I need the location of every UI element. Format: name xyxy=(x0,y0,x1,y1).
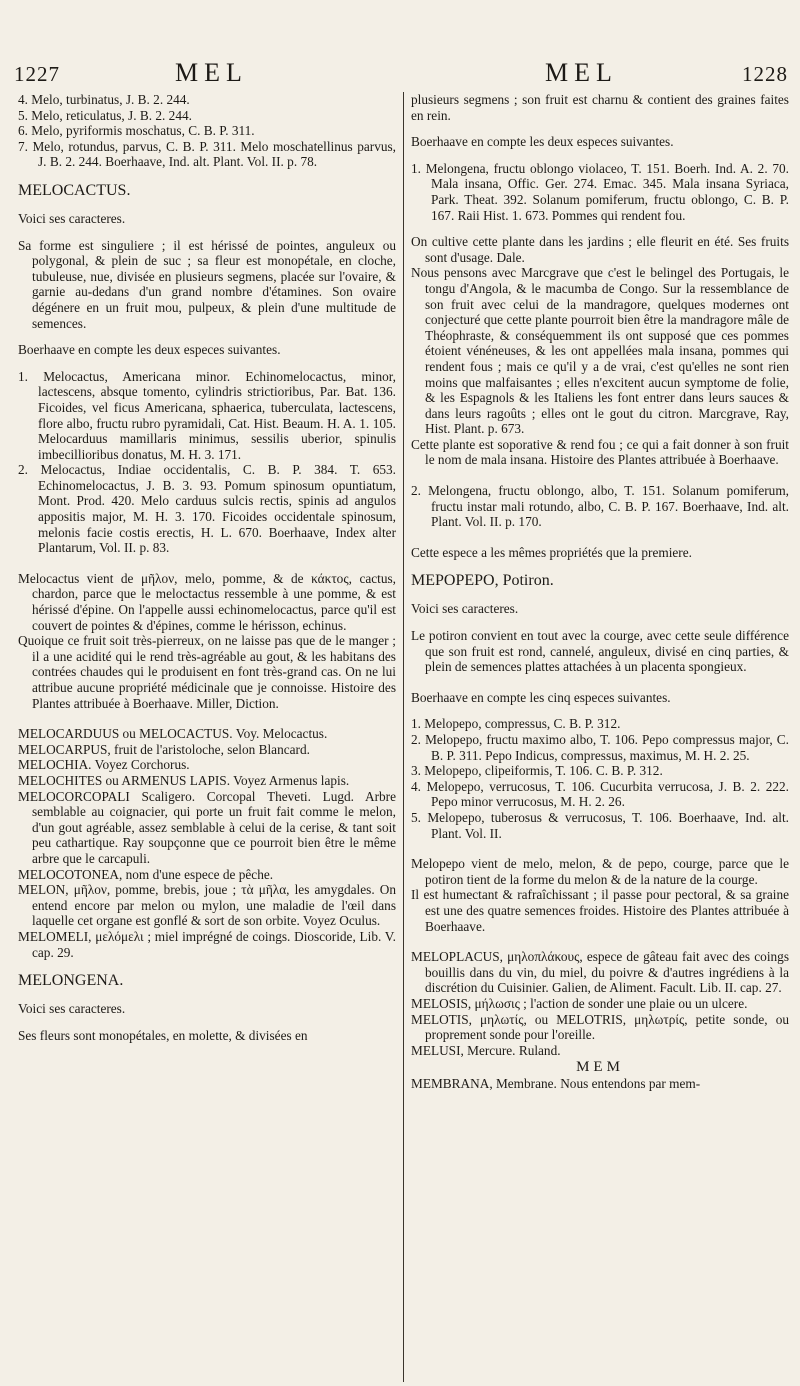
spacer xyxy=(18,200,396,211)
text-paragraph: 4. Melo, turbinatus, J. B. 2. 244. xyxy=(18,92,190,107)
spacer xyxy=(18,331,396,342)
text-paragraph: 3. Melopepo, clipeiformis, T. 106. C. B. P. 312. xyxy=(411,763,663,779)
text-paragraph: MELON, μῆλον, pomme, brebis, joue ; τὰ μῆλα, les amygdales. On entend encore par melon ou mylon, une maladie de l'œil dans laquelle cet organe est gonflé & sort de son orbite. Voyez Oculus. xyxy=(18,882,396,929)
text-paragraph: MELOCORCOPALI Scaligero. Corcopal Theveti. Lugd. Arbre semblable au coignacier, qui porte un fruit fait comme le melon, d'un gout agréable, assez semblable à celui de la cerise, & tant soit peu cathartique. Ray soupçonne que ce pourroit bien être le même arbre que le carcapuli. xyxy=(18,788,396,866)
text-paragraph: Cette espece a les mêmes propriétés que la premiere. xyxy=(411,544,692,560)
page-number-right: 1228 xyxy=(742,62,788,86)
spacer xyxy=(411,150,789,161)
text-paragraph: MELOMELI, μελόμελι ; miel imprégné de coings. Dioscoride, Lib. V. cap. 29. xyxy=(18,928,396,960)
text-paragraph: MELOPLACUS, μηλοπλάκους, espece de gâteau fait avec des coings bouillis dans du vin, du miel, du poivre & d'autres ingrédiens à la discrétion du Cuisinier. Galien, de Aliment. Facult. Lib. II. cap. 27. xyxy=(411,949,789,996)
text-paragraph: MEMBRANA, Membrane. Nous entendons par mem- xyxy=(411,1076,701,1092)
spacer xyxy=(411,468,789,483)
text-paragraph: 6. Melo, pyriformis moschatus, C. B. P. 311. xyxy=(18,123,255,139)
text-paragraph: Cette plante est soporative & rend fou ; ce qui a fait donner à son fruit le nom de mala insana. Histoire des Plantes attribuée à Boerhaave. xyxy=(411,436,789,468)
text-paragraph: Le potiron convient en tout avec la courge, avec cette seule différence que son fruit est rond, cannelé, anguleux, divisé en cinq parties, & plein de semences plattes attachées à un placenta spongieux. xyxy=(411,628,789,675)
spacer xyxy=(411,560,789,571)
text-paragraph: 2. Melopepo, fructu maximo albo, T. 106. Pepo compressus major, C. B. P. 311. Pepo Indicus, compressus, maximus, M. H. 2. 25. xyxy=(411,732,789,763)
spacer xyxy=(18,358,396,369)
text-paragraph: MELOCOTONEA, nom d'une espece de pêche. xyxy=(18,866,274,882)
spacer xyxy=(411,590,789,601)
text-paragraph: MELOTIS, μηλωτίς, ou MELOTRIS, μηλωτρίς, petite sonde, ou proprement sonde pour l'oreille. xyxy=(411,1011,789,1043)
text-paragraph: Boerhaave en compte les deux especes suivantes. xyxy=(411,134,674,150)
entry-heading: MEM xyxy=(576,1059,624,1076)
text-paragraph: 1. Melopepo, compressus, C. B. P. 312. xyxy=(411,716,621,732)
text-paragraph: MELUSI, Mercure. Ruland. xyxy=(411,1042,561,1058)
spacer xyxy=(18,960,396,971)
spacer xyxy=(411,934,789,949)
text-paragraph: Melocactus vient de μῆλον, melo, pomme, & de κάκτος, cactus, chardon, parce que le meloctactus ressemble à une pomme, & est hérissé d'épine. On l'appelle aussi echinomelocactus, parce qu'il est couvert de pointes & d'épines, comme le hérisson, echinus. xyxy=(18,570,396,633)
spacer xyxy=(411,123,789,134)
running-head-right: MEL xyxy=(545,58,618,87)
spacer xyxy=(18,227,396,238)
spacer xyxy=(411,617,789,628)
text-paragraph: 4. Melopepo, verrucosus, T. 106. Cucurbita verrucosa, J. B. 2. 222. Pepo minor verrucosus, M. H. 2. 26. xyxy=(411,778,789,810)
text-paragraph: Voici ses caracteres. xyxy=(411,601,519,617)
spacer xyxy=(18,711,396,726)
spacer xyxy=(18,990,396,1001)
text-paragraph: Il est humectant & rafraîchissant ; il passe pour pectoral, & sa graine est une des quatre semences froides. Histoire des Plantes attribuée à Boerhaave. xyxy=(411,887,789,934)
spacer xyxy=(18,170,396,181)
page-number-left: 1227 xyxy=(14,62,60,86)
text-paragraph: MELOCARPUS, fruit de l'aristoloche, selon Blancard. xyxy=(18,741,310,757)
text-paragraph: 5. Melo, reticulatus, J. B. 2. 244. xyxy=(18,107,192,123)
spacer xyxy=(411,841,789,856)
text-paragraph: MELOSIS, μήλωσις ; l'action de sonder une plaie ou un ulcere. xyxy=(411,995,748,1011)
text-paragraph: Boerhaave en compte les deux especes suivantes. xyxy=(18,342,281,358)
text-paragraph: 2. Melongena, fructu oblongo, albo, T. 151. Solanum pomiferum, fructu instar mali rotundo, albo, C. B. P. 167. Boerhaave, Ind. alt. Plant. Vol. II. p. 170. xyxy=(411,483,789,530)
entry-heading: MELONGENA. xyxy=(18,972,124,990)
text-paragraph: Melopepo vient de melo, melon, & de pepo, courge, parce que le potiron tient de la forme du melon & de la nature de la courge. xyxy=(411,856,789,887)
right-column xyxy=(411,92,789,1092)
left-column xyxy=(18,92,396,1043)
text-paragraph: Voici ses caracteres. xyxy=(18,210,126,226)
text-paragraph: Ses fleurs sont monopétales, en molette, & divisées en xyxy=(18,1027,308,1043)
spacer xyxy=(411,530,789,545)
text-paragraph: 1. Melongena, fructu oblongo violaceo, T. 151. Boerh. Ind. A. 2. 70. Mala insana, Offic. Ger. 274. Emac. 345. Mala insana Syriaca, Park. Theat. 392. Solanum pomiferum, fructu oblongo, C. B. P. 167. Raii Hist. 1. 673. Pommes qui rendent fou. xyxy=(411,160,789,223)
text-paragraph: plusieurs segmens ; son fruit est charnu & contient des graines faites en rein. xyxy=(411,92,789,123)
text-paragraph: 7. Melo, rotundus, parvus, C. B. P. 311. Melo moschatellinus parvus, J. B. 2. 244. Boerhaave, Ind. alt. Plant. Vol. II. p. 78. xyxy=(18,138,396,170)
text-paragraph: 1. Melocactus, Americana minor. Echinomelocactus, minor, lactescens, absque tomento, cylindris strictioribus, Par. Bat. 136. Ficoides, vel ficus Americana, sphaerica, tuberculata, lactescens, flore albo, fructu rubro pyramidali, Cat. Hist. Beaum. H. A. 1. 105. Melocarduus mamillaris minimus, sessilis uberior, spinulis imbecillioribus donatus, M. H. 3. 171. xyxy=(18,368,396,462)
text-paragraph: Nous pensons avec Marcgrave que c'est le belingel des Portugais, le tongu d'Angola, & le macumba de Congo. Sur la ressemblance de son fruit avec celui de la mandragore, quelques modernes ont conjecturé que cette plante pourroit bien être la mandragore mâle de Théophraste, & conséquemment ils ont supposé que ces pommes étoient vénéneuses, & les ont appellées mala insana, pommes qui rendent fous ; mais ce qu'il y a de vrai, c'est qu'elles ne sont rien moins que malfaisantes ; elles n'excitent aucun symptome de folie, & les Espagnols & les Italiens les font entrer dans leurs sauces & dans leurs ragoûts ; elles ont le gout du citron. Marcgrave, Ray, Hist. Plant. p. 673. xyxy=(411,265,789,437)
text-paragraph: MELOCHITES ou ARMENUS LAPIS. Voyez Armenus lapis. xyxy=(18,772,350,788)
text-paragraph: On cultive cette plante dans les jardins ; elle fleurit en été. Ses fruits sont d'usage. Dale. xyxy=(411,234,789,265)
running-head-left: MEL xyxy=(175,58,248,87)
spacer xyxy=(411,705,789,716)
text-paragraph: 5. Melopepo, tuberosus & verrucosus, T. 106. Boerhaave, Ind. alt. Plant. Vol. II. xyxy=(411,809,789,841)
spacer xyxy=(18,1017,396,1028)
text-paragraph: Sa forme est singuliere ; il est hérissé de pointes, anguleux ou polygonal, & plein de suc ; sa fleur est monopétale, en cloche, tubuleuse, nue, divisée en plusieurs segmens, placée sur l'ovaire, & garnie au-dedans d'un grand nombre d'étamines. Son ovaire dégénere en un fruit mou, pulpeux, & plein d'une multitude de semences. xyxy=(18,237,396,331)
text-paragraph: Boerhaave en compte les cinq especes suivantes. xyxy=(411,689,671,705)
entry-heading: MELOCACTUS. xyxy=(18,181,131,199)
page-header xyxy=(0,58,800,92)
spacer xyxy=(411,223,789,234)
column-divider xyxy=(403,92,404,1382)
text-paragraph: Voici ses caracteres. xyxy=(18,1001,126,1017)
spacer xyxy=(411,675,789,690)
entry-heading: MEPOPEPO, Potiron. xyxy=(411,572,554,590)
text-paragraph: MELOCARDUUS ou MELOCACTUS. Voy. Melocactus. xyxy=(18,726,328,742)
text-paragraph: Quoique ce fruit soit très-pierreux, on ne laisse pas que de le manger ; il a une acidité qui le rend très-agréable au gout, & les habitans des contrées chaudes qui le produisent en font très-grand cas. On ne lui attribue aucune propriété médicinale que je connoisse. Histoire des Plantes attribuée à Boerhaave. Miller, Diction. xyxy=(18,633,396,711)
text-paragraph: 2. Melocactus, Indiae occidentalis, C. B. P. 384. T. 653. Echinomelocactus, J. B. 3. 93. Pomum spinosum opuntiatum, Mont. Prod. 420. Melo carduus sulcis rectis, spinis ad angulos appositis major, M. H. 3. 170. Ficoides occidentale spinosum, melonis facie costis erectis, H. L. 670. Boerhaave, Index alter Plantarum, Vol. II. p. 83. xyxy=(18,462,396,556)
text-paragraph: MELOCHIA. Voyez Corchorus. xyxy=(18,757,190,773)
spacer xyxy=(18,556,396,571)
